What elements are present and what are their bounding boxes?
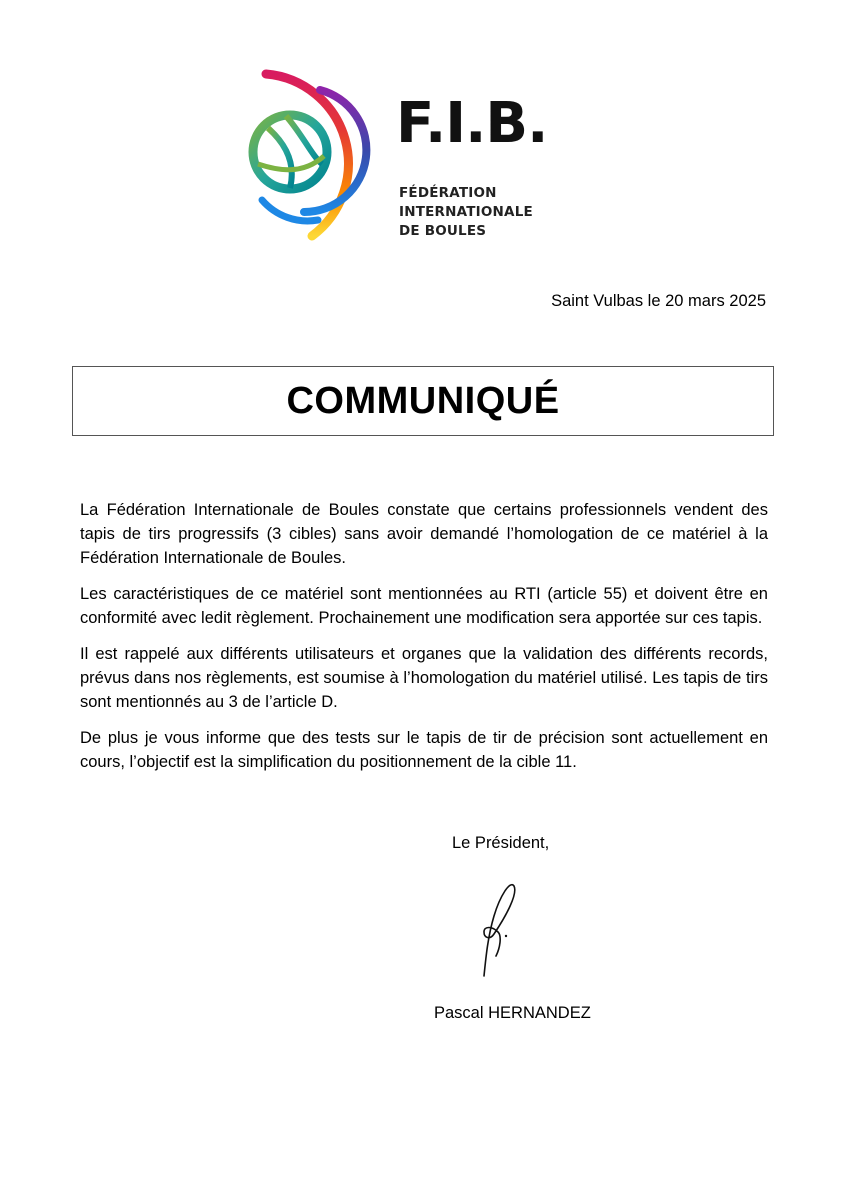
closing-line: Le Président, [452, 834, 550, 852]
paragraph: Il est rappelé aux différents utilisateurs et organes que la validation des différents records, prévus dans nos règlements, est soumise à l’homologation du matériel utilisé. Les tapis de tirs sont mentionnés au 3 de l’article D. [80, 645, 768, 711]
handwritten-signature [470, 876, 530, 984]
fib-logo [246, 60, 626, 246]
paragraph: La Fédération Internationale de Boules constate que certains professionnels vendent des tapis de tirs progressifs (3 cibles) sans avoir demandé l’homologation de ce matériel à la Fédération Internationale de Boules. [80, 501, 768, 567]
signer-name: Pascal HERNANDEZ [434, 1004, 591, 1022]
letter-body [80, 498, 768, 786]
paragraph: De plus je vous informe que des tests sur le tapis de tir de précision sont actuellement en cours, l’objectif est la simplification du positionnement de la cible 11. [80, 729, 768, 771]
logo-abbreviation: F.I.B. [396, 91, 548, 156]
title-box [72, 366, 774, 436]
logo-full-name [399, 184, 626, 241]
date-line: Saint Vulbas le 20 mars 2025 [551, 292, 766, 310]
paragraph: Les caractéristiques de ce matériel sont mentionnées au RTI (article 55) et doivent être en conformité avec ledit règlement. Prochainement une modification sera apportée sur ces tapis. [80, 585, 768, 627]
logo-name-line-2: DE BOULES [399, 223, 487, 239]
document-title: COMMUNIQUÉ [286, 379, 560, 422]
fib-logo-icon [246, 60, 386, 246]
logo-name-line-1: FÉDÉRATION INTERNATIONALE [399, 185, 533, 220]
